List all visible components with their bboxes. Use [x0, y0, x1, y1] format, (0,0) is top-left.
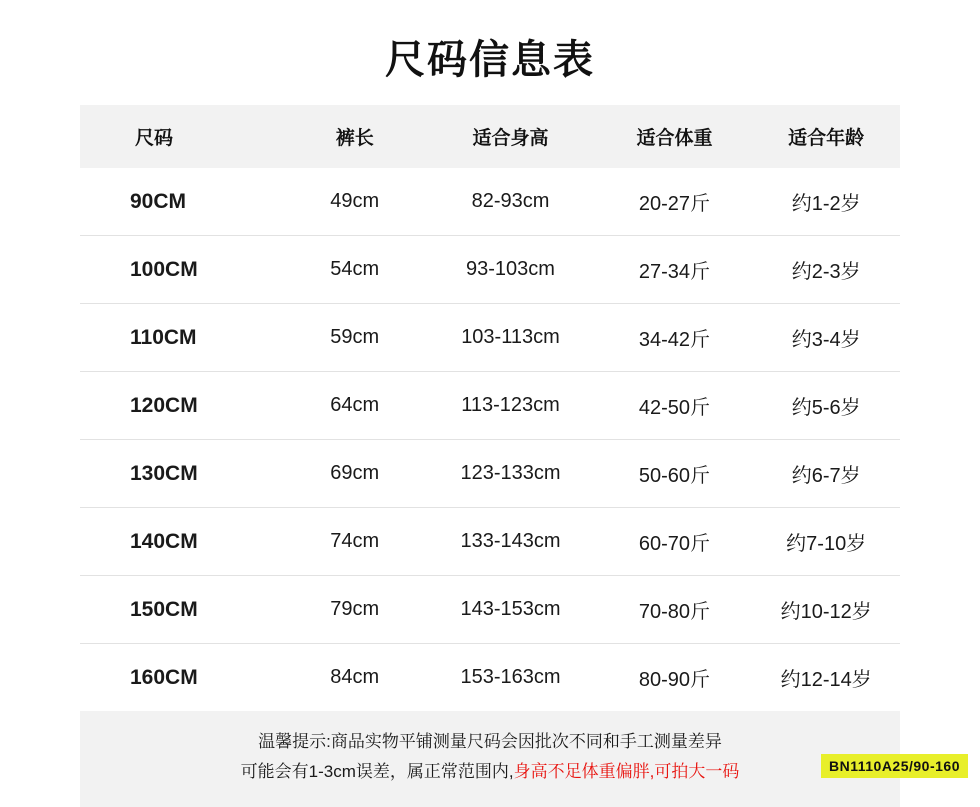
cell-height: 123-133cm: [424, 440, 596, 508]
cell-size: 110CM: [80, 304, 285, 372]
cell-height: 153-163cm: [460, 666, 561, 688]
cell-weight: 80-90斤: [638, 669, 711, 691]
size-table-container: [80, 105, 900, 711]
table-row: [80, 304, 900, 372]
table-row: [80, 236, 900, 304]
column-header-size: 尺码: [135, 128, 174, 149]
cell-height: 93-103cm: [424, 236, 596, 304]
cell-weight: 27-34斤: [597, 236, 753, 304]
cell-age: 约5-6岁: [752, 372, 900, 440]
cell-age: 约12-14岁: [780, 669, 872, 691]
cell-weight: 34-42斤: [597, 304, 753, 372]
product-code-badge: BN1110A25/90-160: [821, 754, 968, 778]
cell-height: 133-143cm: [424, 508, 596, 576]
cell-pant-length: 49cm: [285, 168, 424, 236]
cell-height: 143-153cm: [424, 576, 596, 644]
cell-size: 130CM: [80, 440, 285, 508]
column-header-pant-length: 裤长: [335, 128, 374, 149]
cell-weight: 60-70斤: [597, 508, 753, 576]
column-header-height: 适合身高: [472, 128, 549, 149]
cell-pant-length: 69cm: [285, 440, 424, 508]
size-table: [80, 105, 900, 711]
cell-size: 120CM: [80, 372, 285, 440]
table-row: [80, 576, 900, 644]
column-header-weight: 适合体重: [636, 128, 713, 149]
cell-age: 约6-7岁: [752, 440, 900, 508]
cell-size: 140CM: [80, 508, 285, 576]
cell-height: 82-93cm: [424, 168, 596, 236]
cell-size: 160CM: [130, 665, 198, 689]
note-line-2-highlight: 身高不足体重偏胖,可拍大一码: [513, 761, 740, 781]
table-row: [80, 644, 900, 712]
cell-age: 约2-3岁: [752, 236, 900, 304]
note-line-1: 温馨提示:商品实物平铺测量尺码会因批次不同和手工测量差异: [258, 732, 722, 751]
cell-pant-length: 84cm: [330, 666, 380, 688]
cell-pant-length: 79cm: [285, 576, 424, 644]
table-row: [80, 508, 900, 576]
column-header-age: 适合年龄: [788, 128, 865, 149]
cell-weight: 70-80斤: [597, 576, 753, 644]
cell-height: 103-113cm: [424, 304, 596, 372]
table-row: [80, 168, 900, 236]
table-row: [80, 440, 900, 508]
cell-weight: 20-27斤: [597, 168, 753, 236]
cell-age: 约1-2岁: [752, 168, 900, 236]
table-header-row: [80, 105, 900, 168]
disclaimer-note: [80, 711, 900, 807]
cell-weight: 50-60斤: [597, 440, 753, 508]
cell-age: 约7-10岁: [752, 508, 900, 576]
cell-pant-length: 54cm: [285, 236, 424, 304]
cell-height: 113-123cm: [424, 372, 596, 440]
cell-weight: 42-50斤: [597, 372, 753, 440]
note-line-2: [90, 757, 890, 787]
cell-size: 150CM: [80, 576, 285, 644]
cell-pant-length: 74cm: [285, 508, 424, 576]
cell-pant-length: 64cm: [285, 372, 424, 440]
page-title: 尺码信息表: [385, 38, 595, 82]
cell-age: 约10-12岁: [752, 576, 900, 644]
cell-pant-length: 59cm: [285, 304, 424, 372]
cell-age: 约3-4岁: [752, 304, 900, 372]
note-line-2-prefix: 可能会有1-3cm误差，属正常范围内,: [240, 761, 514, 781]
table-header: [80, 105, 900, 168]
cell-size: 90CM: [80, 168, 285, 236]
table-row: [80, 372, 900, 440]
table-body: [80, 168, 900, 711]
cell-size: 100CM: [80, 236, 285, 304]
